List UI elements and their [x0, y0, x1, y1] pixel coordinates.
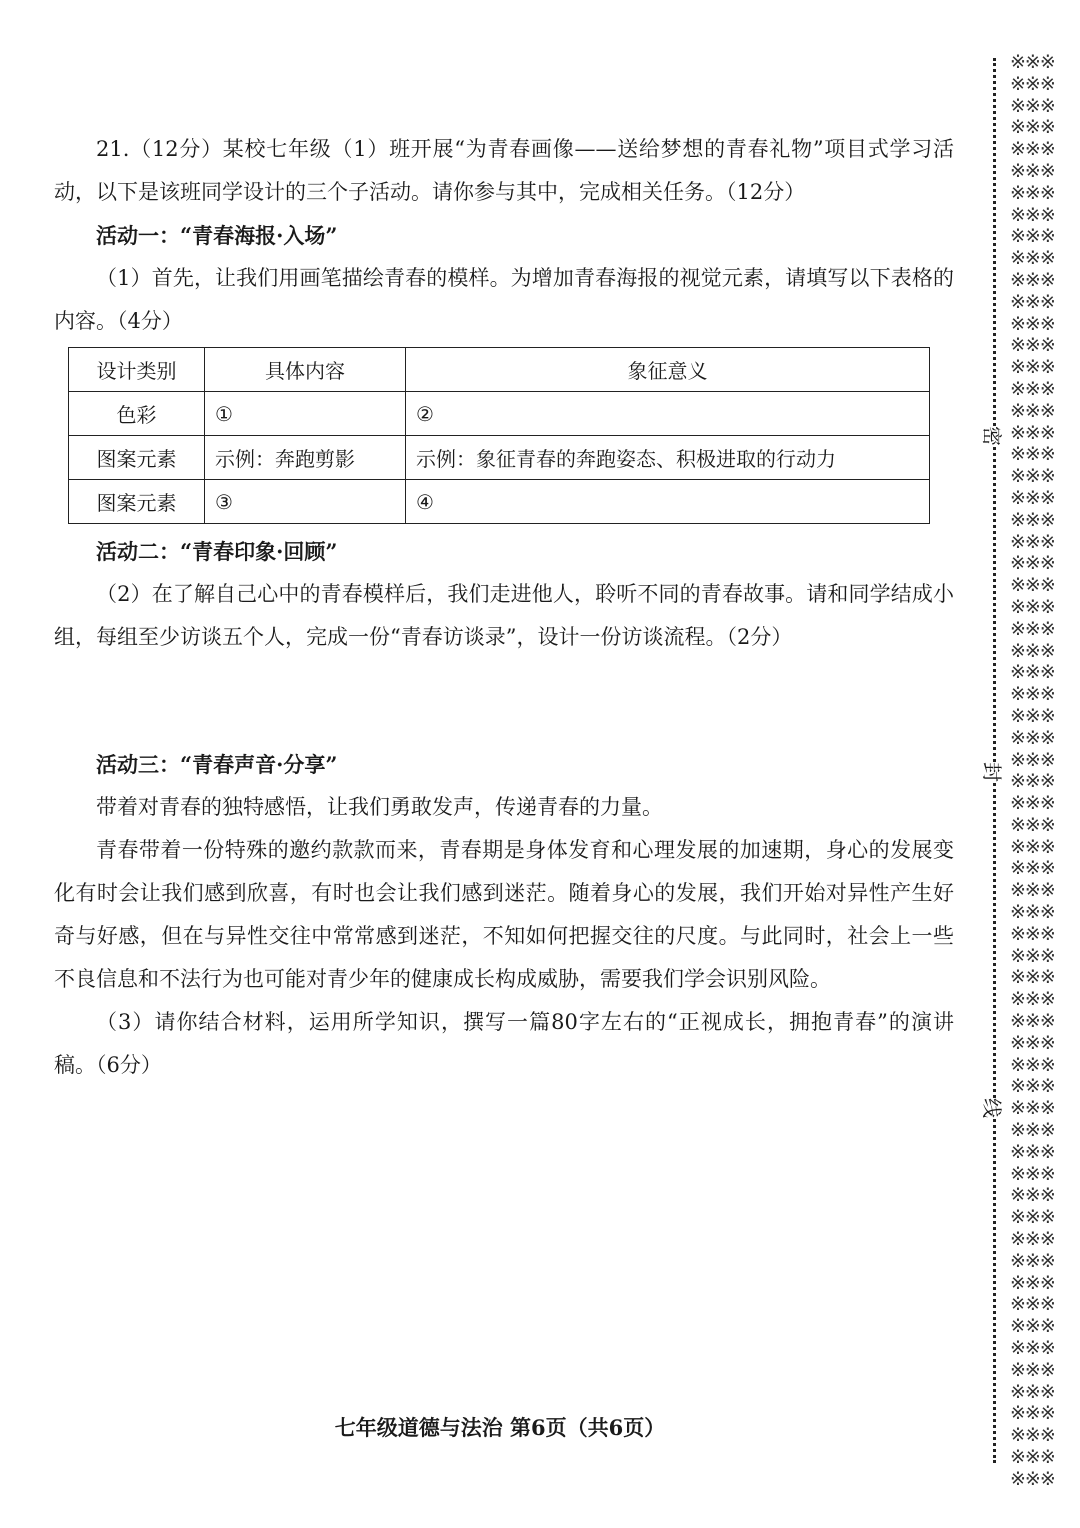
activity2-title: 活动二：“青春印象·回顾” [96, 539, 338, 564]
table-row [69, 392, 930, 436]
table-cell: ③ [205, 480, 406, 524]
question-intro: 21.（12分）某校七年级（1）班开展“为青春画像——送给梦想的青春礼物”项目式学习活动，以下是该班同学设计的三个子活动。请你参与其中，完成相关任务。（12分） [54, 137, 954, 204]
margin-pattern: ※※※ ※※※ ※※※ ※※※ ※※※ ※※※ ※※※ ※※※ ※※※ ※※※ ※※※ ※※※ ※※※ ※※※ ※※※ ※※※ ※※※ ※※※ ※※※ ※※※ ※※※ ※※※ ※※※ ※※※ ※※※ ※※※ ※※※ ※※※ ※※※ ※※※ ※※※ ※※※ ※※※ ※※※ ※※※ ※※※ ※※※ ※※※ ※※※ ※※※ ※※※ ※※※ ※※※ ※※※ ※※※ ※※※ ※※※ ※※※ ※※※ ※※※ ※※※ ※※※ ※※※ ※※※ ※※※ ※※※ ※※※ ※※※ ※※※ ※※※ ※※※ ※※※ ※※※ ※※※ ※※※ ※※※ [1010, 51, 1055, 1490]
table-cell: 示例：奔跑剪影 [205, 436, 406, 480]
activity3-task: （3）请你结合材料，运用所学知识，撰写一篇80字左右的“正视成长，拥抱青春”的演讲稿。（6分） [54, 1010, 954, 1077]
activity1-title: 活动一：“青春海报·入场” [96, 223, 338, 248]
table-cell: 色彩 [69, 392, 205, 436]
table-header-cell: 象征意义 [406, 348, 930, 392]
answer-space [54, 659, 954, 743]
exam-page-content [54, 128, 954, 1087]
table-header-cell: 设计类别 [69, 348, 205, 392]
activity2-task: （2）在了解自己心中的青春模样后，我们走进他人，聆听不同的青春故事。请和同学结成小组，每组至少访谈五个人，完成一份“青春访谈录”，设计一份访谈流程。（2分） [54, 582, 954, 649]
table-row [69, 480, 930, 524]
seal-char-xian: 线 [980, 1098, 1004, 1118]
seal-char-feng: 封 [980, 762, 1004, 782]
table-row [69, 436, 930, 480]
activity3-title: 活动三：“青春声音·分享” [96, 752, 338, 777]
table-header-cell: 具体内容 [205, 348, 406, 392]
table-cell: 示例：象征青春的奔跑姿态、积极进取的行动力 [406, 436, 930, 480]
binding-dotted-line [993, 58, 996, 1463]
table-cell: 图案元素 [69, 480, 205, 524]
design-table [68, 347, 930, 524]
page-footer: 七年级道德与法治 第6页（共6页） [334, 1415, 666, 1440]
table-cell: ② [406, 392, 930, 436]
table-header-row [69, 348, 930, 392]
activity3-material: 青春带着一份特殊的邀约款款而来，青春期是身体发育和心理发展的加速期，身心的发展变化有时会让我们感到欣喜，有时也会让我们感到迷茫。随着身心的发展，我们开始对异性产生好奇与好感，但在与异性交往中常常感到迷茫，不知如何把握交往的尺度。与此同时，社会上一些不良信息和不法行为也可能对青少年的健康成长构成威胁，需要我们学会识别风险。 [54, 838, 954, 991]
table-cell: ④ [406, 480, 930, 524]
seal-char-mi: 密 [980, 426, 1004, 446]
activity1-task: （1）首先，让我们用画笔描绘青春的模样。为增加青春海报的视觉元素，请填写以下表格的内容。（4分） [54, 266, 954, 333]
activity3-lead: 带着对青春的独特感悟，让我们勇敢发声，传递青春的力量。 [96, 795, 663, 819]
table-cell: ① [205, 392, 406, 436]
table-cell: 图案元素 [69, 436, 205, 480]
